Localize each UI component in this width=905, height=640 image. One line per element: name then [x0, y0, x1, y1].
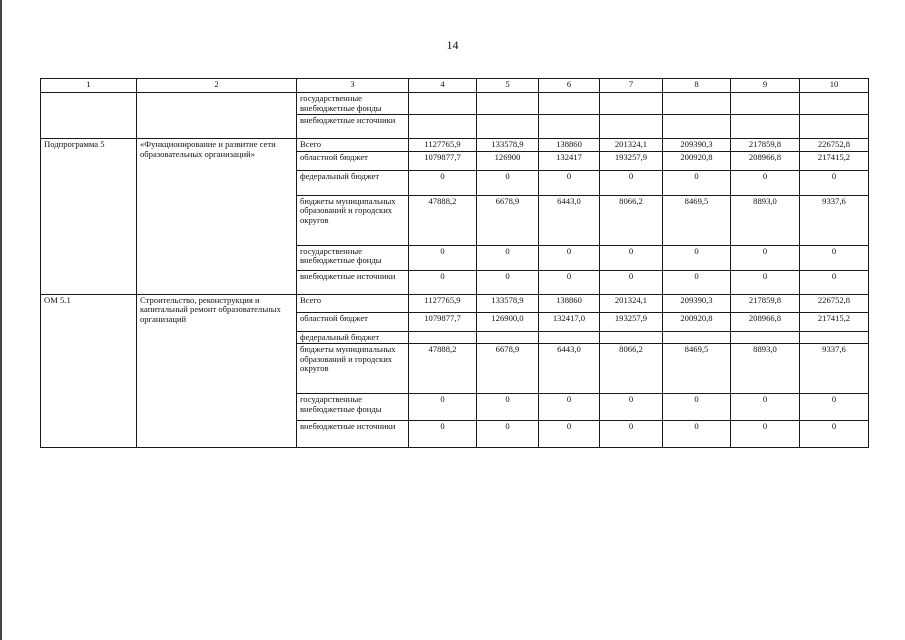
value-cell: 0	[600, 245, 663, 270]
table-row	[41, 93, 869, 115]
funding-source: государственные внебюджетные фонды	[297, 93, 409, 115]
value-cell: 200920,8	[663, 151, 731, 170]
value-cell: 0	[800, 270, 869, 294]
value-cell: 0	[663, 394, 731, 421]
value-cell: 201324,1	[600, 139, 663, 152]
value-cell: 217859,8	[731, 294, 800, 312]
value-cell: 208966,8	[731, 151, 800, 170]
value-cell: 9337,6	[800, 195, 869, 245]
funding-source: бюджеты муниципальных образований и городских округов	[297, 195, 409, 245]
value-cell	[477, 115, 539, 139]
value-cell	[409, 93, 477, 115]
value-cell	[600, 331, 663, 344]
header-row	[41, 79, 869, 93]
value-cell: 0	[731, 421, 800, 448]
column-header-7: 7	[600, 79, 663, 93]
value-cell: 9337,6	[800, 344, 869, 394]
value-cell: 0	[477, 170, 539, 195]
value-cell	[477, 331, 539, 344]
funding-source: внебюджетные источники	[297, 421, 409, 448]
funding-source: внебюджетные источники	[297, 115, 409, 139]
value-cell: 138860	[539, 139, 600, 152]
value-cell	[539, 93, 600, 115]
code-cell-empty	[41, 93, 137, 139]
value-cell: 0	[600, 421, 663, 448]
value-cell	[477, 93, 539, 115]
value-cell	[539, 331, 600, 344]
value-cell: 8066,2	[600, 195, 663, 245]
value-cell: 133578,9	[477, 294, 539, 312]
funding-source: федеральный бюджет	[297, 331, 409, 344]
column-header-10: 10	[800, 79, 869, 93]
value-cell: 126900,0	[477, 312, 539, 331]
value-cell: 138860	[539, 294, 600, 312]
value-cell: 0	[600, 270, 663, 294]
value-cell: 0	[800, 170, 869, 195]
program-name: «Функционирование и развитие сети образовательных организаций»	[137, 139, 297, 295]
value-cell: 209390,3	[663, 294, 731, 312]
value-cell: 133578,9	[477, 139, 539, 152]
funding-source: федеральный бюджет	[297, 170, 409, 195]
value-cell	[731, 115, 800, 139]
value-cell: 1127765,9	[409, 139, 477, 152]
page-number: 14	[446, 38, 459, 52]
value-cell: 0	[800, 245, 869, 270]
value-cell: 0	[800, 394, 869, 421]
value-cell: 0	[477, 421, 539, 448]
value-cell: 217415,2	[800, 151, 869, 170]
value-cell: 6678,9	[477, 344, 539, 394]
value-cell: 0	[539, 394, 600, 421]
page-edge-line	[0, 0, 2, 640]
value-cell: 0	[663, 421, 731, 448]
value-cell	[409, 331, 477, 344]
value-cell: 0	[539, 270, 600, 294]
column-header-2: 2	[137, 79, 297, 93]
value-cell: 8469,5	[663, 344, 731, 394]
value-cell	[663, 331, 731, 344]
value-cell: 0	[600, 170, 663, 195]
table-row	[41, 139, 869, 152]
value-cell: 8469,5	[663, 195, 731, 245]
value-cell: 0	[600, 394, 663, 421]
column-header-3: 3	[297, 79, 409, 93]
funding-source: областной бюджет	[297, 151, 409, 170]
value-cell: 0	[539, 421, 600, 448]
value-cell: 209390,3	[663, 139, 731, 152]
value-cell: 132417,0	[539, 312, 600, 331]
value-cell: 0	[731, 270, 800, 294]
value-cell: 8893,0	[731, 195, 800, 245]
value-cell: 132417	[539, 151, 600, 170]
column-header-4: 4	[409, 79, 477, 93]
value-cell: 0	[409, 394, 477, 421]
value-cell: 0	[731, 245, 800, 270]
value-cell: 0	[663, 245, 731, 270]
value-cell: 201324,1	[600, 294, 663, 312]
value-cell: 1079877,7	[409, 312, 477, 331]
value-cell	[800, 115, 869, 139]
value-cell: 47888,2	[409, 195, 477, 245]
value-cell: 0	[663, 170, 731, 195]
value-cell: 6443,0	[539, 344, 600, 394]
value-cell	[731, 93, 800, 115]
value-cell: 0	[409, 270, 477, 294]
value-cell: 226752,8	[800, 294, 869, 312]
column-header-6: 6	[539, 79, 600, 93]
value-cell: 193257,9	[600, 312, 663, 331]
column-header-8: 8	[663, 79, 731, 93]
value-cell: 8893,0	[731, 344, 800, 394]
value-cell: 126900	[477, 151, 539, 170]
funding-source: внебюджетные источники	[297, 270, 409, 294]
funding-source: государственные внебюджетные фонды	[297, 245, 409, 270]
program-code: Подпрограмма 5	[41, 139, 137, 295]
value-cell	[409, 115, 477, 139]
value-cell: 0	[539, 245, 600, 270]
value-cell: 1079877,7	[409, 151, 477, 170]
value-cell: 0	[477, 270, 539, 294]
program-code: ОМ 5.1	[41, 294, 137, 448]
column-header-5: 5	[477, 79, 539, 93]
column-header-9: 9	[731, 79, 800, 93]
value-cell: 0	[477, 245, 539, 270]
value-cell: 0	[800, 421, 869, 448]
funding-source: областной бюджет	[297, 312, 409, 331]
value-cell: 0	[409, 170, 477, 195]
value-cell	[600, 115, 663, 139]
value-cell: 0	[477, 394, 539, 421]
column-header-1: 1	[41, 79, 137, 93]
name-cell-empty	[137, 93, 297, 139]
funding-source: Всего	[297, 294, 409, 312]
value-cell: 8066,2	[600, 344, 663, 394]
funding-source: бюджеты муниципальных образований и городских округов	[297, 344, 409, 394]
value-cell: 0	[663, 270, 731, 294]
value-cell	[663, 115, 731, 139]
table-row	[41, 294, 869, 312]
value-cell: 6443,0	[539, 195, 600, 245]
funding-source: государственные внебюджетные фонды	[297, 394, 409, 421]
funding-source: Всего	[297, 139, 409, 152]
value-cell: 0	[539, 170, 600, 195]
value-cell	[800, 331, 869, 344]
value-cell: 217415,2	[800, 312, 869, 331]
budget-table	[40, 78, 869, 448]
value-cell: 217859,8	[731, 139, 800, 152]
value-cell: 193257,9	[600, 151, 663, 170]
value-cell	[600, 93, 663, 115]
value-cell: 208966,8	[731, 312, 800, 331]
value-cell	[663, 93, 731, 115]
value-cell: 0	[409, 421, 477, 448]
program-name: Строительство, реконструкция и капитальный ремонт образовательных организаций	[137, 294, 297, 448]
value-cell	[539, 115, 600, 139]
value-cell: 0	[409, 245, 477, 270]
value-cell	[731, 331, 800, 344]
value-cell	[800, 93, 869, 115]
value-cell: 47888,2	[409, 344, 477, 394]
value-cell: 200920,8	[663, 312, 731, 331]
value-cell: 1127765,9	[409, 294, 477, 312]
value-cell: 0	[731, 394, 800, 421]
value-cell: 6678,9	[477, 195, 539, 245]
value-cell: 226752,8	[800, 139, 869, 152]
value-cell: 0	[731, 170, 800, 195]
